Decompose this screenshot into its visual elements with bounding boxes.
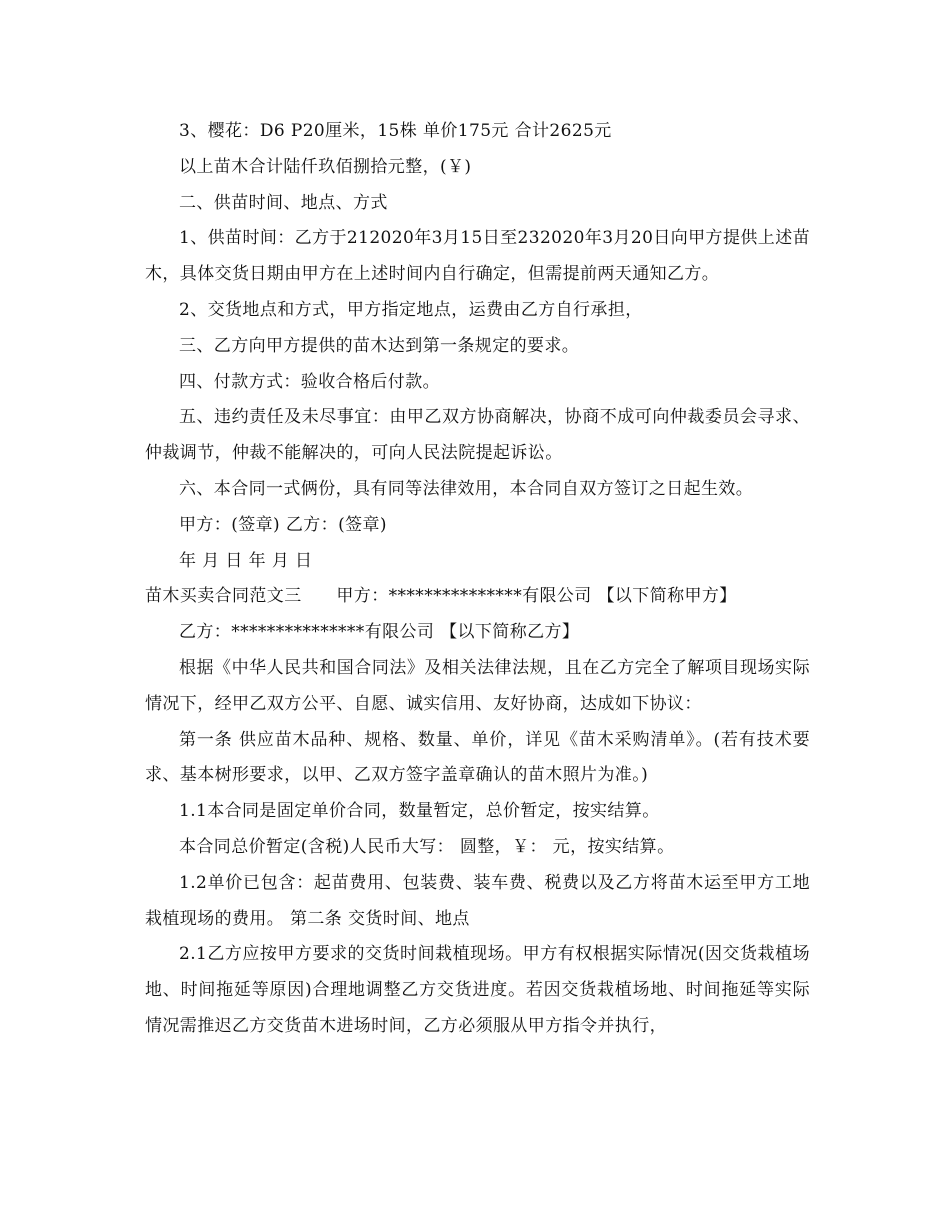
paragraph: 以上苗木合计陆仟玖佰捌拾元整，(￥) <box>179 156 472 177</box>
paragraph: 第一条 供应苗木品种、规格、数量、单价，详见《苗木采购清单》。(若有技术要求、基本树形要求，以甲、乙双方签字盖章确认的苗木照片为准。) <box>145 729 810 786</box>
paragraph: 二、供苗时间、地点、方式 <box>179 192 388 213</box>
paragraph: 2、交货地点和方式，甲方指定地点，运费由乙方自行承担， <box>179 299 643 320</box>
document-body <box>145 114 810 1045</box>
paragraph: 乙方：***************有限公司 【以下简称乙方】 <box>179 622 580 643</box>
paragraph: 五、违约责任及未尽事宜：由甲乙双方协商解决，协商不成可向仲裁委员会寻求、仲裁调节，仲裁不能解决的，可向人民法院提起诉讼。 <box>145 407 810 464</box>
paragraph: 1、供苗时间：乙方于212020年3月15日至232020年3月20日向甲方提供上述苗木，具体交货日期由甲方在上述时间内自行确定，但需提前两天通知乙方。 <box>145 228 810 285</box>
paragraph: 本合同总价暂定(含税)人民币大写： 圆整，￥： 元，按实结算。 <box>179 836 675 857</box>
paragraph: 四、付款方式：验收合格后付款。 <box>179 371 440 392</box>
paragraph: 1.1本合同是固定单价合同，数量暂定，总价暂定，按实结算。 <box>179 801 660 822</box>
paragraph: 根据《中华人民共和国合同法》及相关法律法规，且在乙方完全了解项目现场实际情况下，经甲乙双方公平、自愿、诚实信用、友好协商，达成如下协议： <box>145 657 810 714</box>
paragraph: 1.2单价已包含：起苗费用、包装费、装车费、税费以及乙方将苗木运至甲方工地栽植现场的费用。 第二条 交货时间、地点 <box>145 872 810 929</box>
paragraph: 甲方：(签章) 乙方：(签章) <box>179 514 387 535</box>
paragraph: 三、乙方向甲方提供的苗木达到第一条规定的要求。 <box>179 335 580 356</box>
paragraph: 年 月 日 年 月 日 <box>179 550 313 571</box>
paragraph: 2.1乙方应按甲方要求的交货时间栽植现场。甲方有权根据实际情况(因交货栽植场地、时间拖延等原因)合理地调整乙方交货进度。若因交货栽植场地、时间拖延等实际情况需推迟乙方交货苗木进场时间，乙方必须服从甲方指令并执行， <box>145 944 810 1036</box>
paragraph: 六、本合同一式俩份，具有同等法律效用，本合同自双方签订之日起生效。 <box>179 478 754 499</box>
paragraph: 苗木买卖合同范文三 甲方：***************有限公司 【以下简称甲方】 <box>145 586 737 607</box>
paragraph: 3、樱花：D6 P20厘米，15株 单价175元 合计2625元 <box>179 121 612 141</box>
